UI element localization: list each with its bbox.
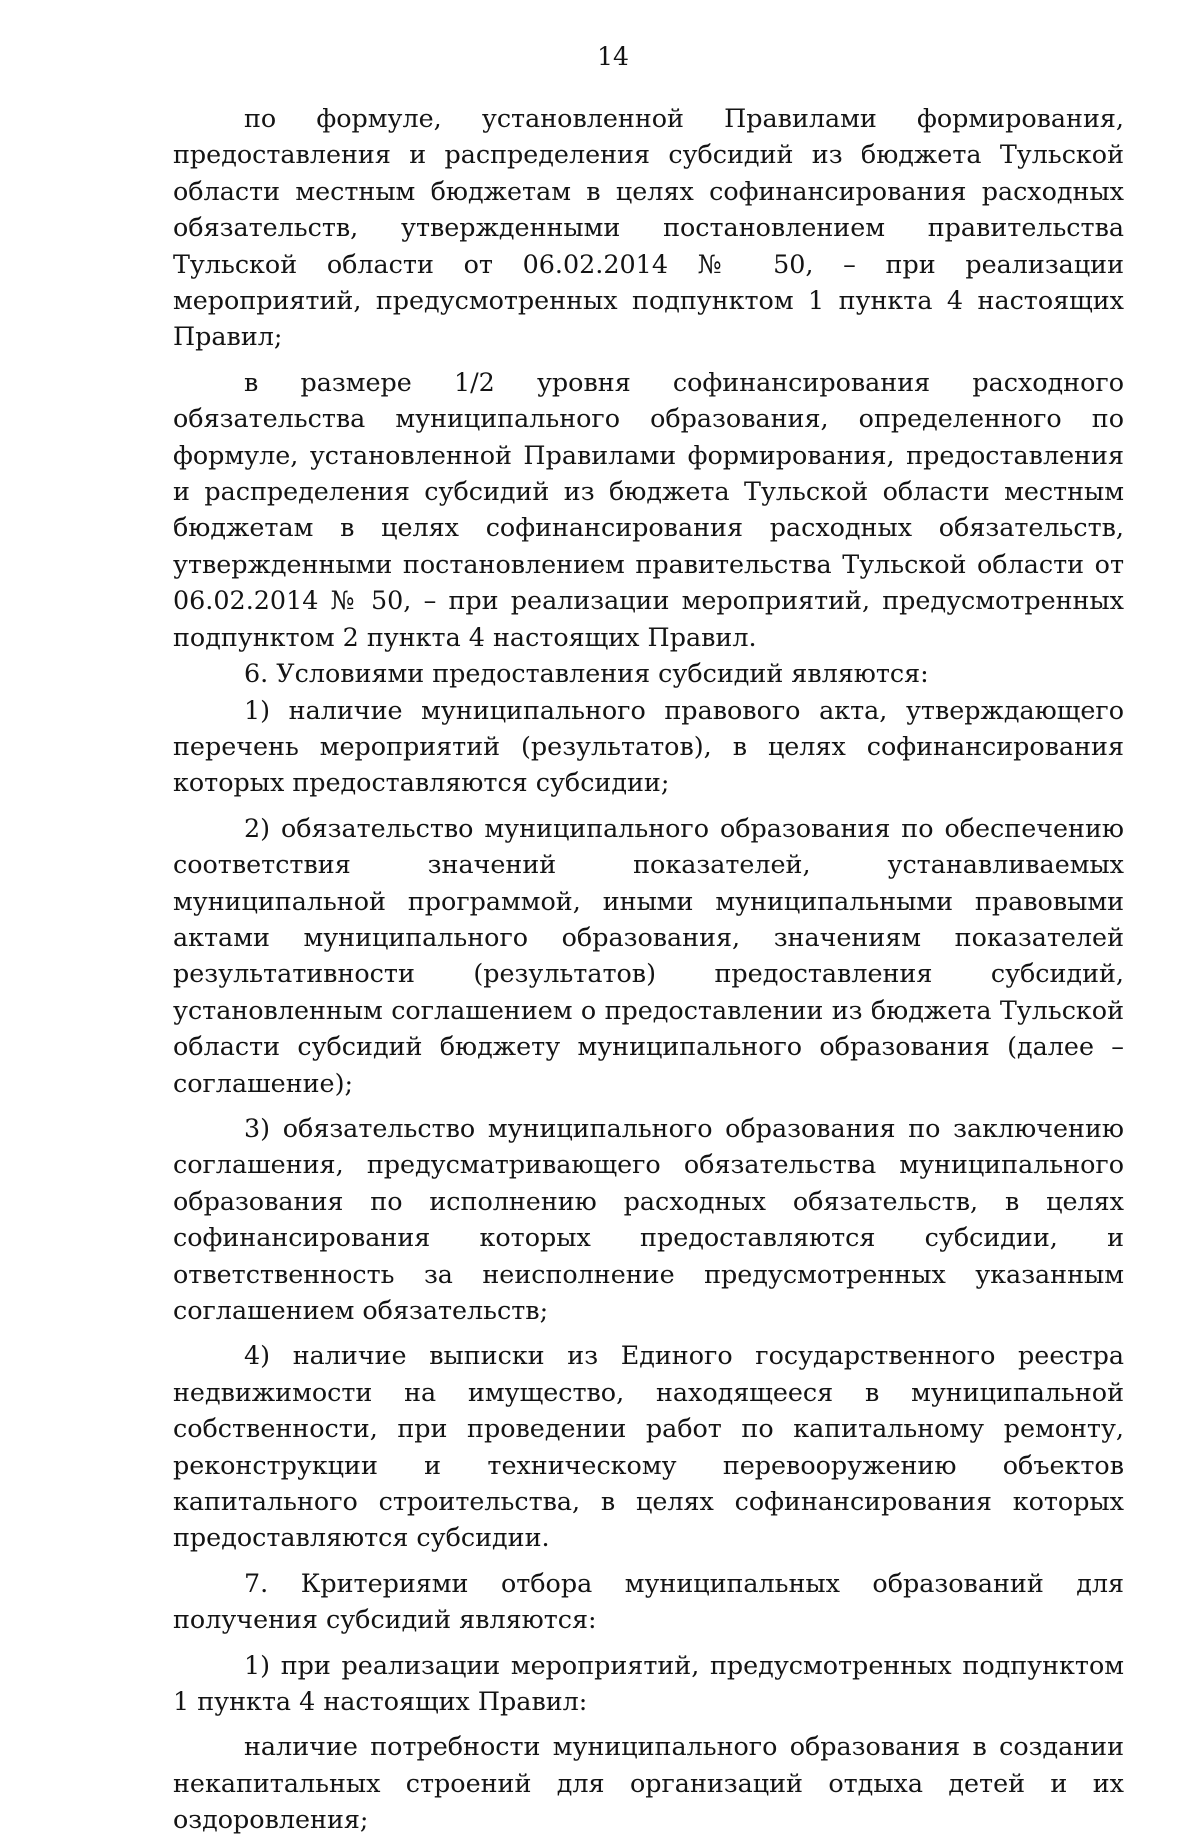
document-body (173, 100, 1124, 1838)
section-heading-7: 7. Критериями отбора муниципальных образований для получения субсидий являются: (173, 1567, 1124, 1635)
section-heading-6: 6. Условиями предоставления субсидий являются: (244, 658, 929, 689)
list-item: 3) обязательство муниципального образования по заключению соглашения, предусматривающего обязательства муниципального образования по исполнению расходных обязательств, в целях софинансирования которых предоставляются субсидии, и ответственность за неисполнение предусмотренных указанным соглашением обязательств; (173, 1112, 1124, 1325)
paragraph: в размере 1/2 уровня софинансирования расходного обязательства муниципального образования, определенного по формуле, установленной Правилами формирования, предоставления и распределения субсидий из бюджета Тульской области местным бюджетам в целях софинансирования расходных обязательств, утвержденными постановлением правительства Тульской области от 06.02.2014 № 50, – при реализации мероприятий, предусмотренных подпунктом 2 пункта 4 настоящих Правил. (173, 366, 1124, 652)
list-item: 1) при реализации мероприятий, предусмотренных подпунктом 1 пункта 4 настоящих Правил: (173, 1649, 1124, 1717)
page-number: 14 (597, 42, 629, 71)
list-item: 1) наличие муниципального правового акта, утверждающего перечень мероприятий (результатов), в целях софинансирования которых предоставляются субсидии; (173, 694, 1124, 798)
paragraph: по формуле, установленной Правилами формирования, предоставления и распределения субсидий из бюджета Тульской области местным бюджетам в целях софинансирования расходных обязательств, утвержденными постановлением правительства Тульской области от 06.02.2014 № 50, – при реализации мероприятий, предусмотренных подпунктом 1 пункта 4 настоящих Правил; (173, 103, 1124, 352)
list-item: 2) обязательство муниципального образования по обеспечению соответствия значений показателей, устанавливаемых муниципальной программой, иными муниципальными правовыми актами муниципального образования, значениям показателей результативности (результатов) предоставления субсидий, установленным соглашением о предоставлении из бюджета Тульской области субсидий бюджету муниципального образования (далее – соглашение); (173, 812, 1124, 1098)
paragraph: наличие потребности муниципального образования в создании некапитальных строений для организаций отдыха детей и их оздоровления; (173, 1731, 1124, 1835)
list-item: 4) наличие выписки из Единого государственного реестра недвижимости на имущество, находящееся в муниципальной собственности, при проведении работ по капитальному ремонту, реконструкции и техническому перевооружению объектов капитального строительства, в целях софинансирования которых предоставляются субсидии. (173, 1340, 1124, 1553)
